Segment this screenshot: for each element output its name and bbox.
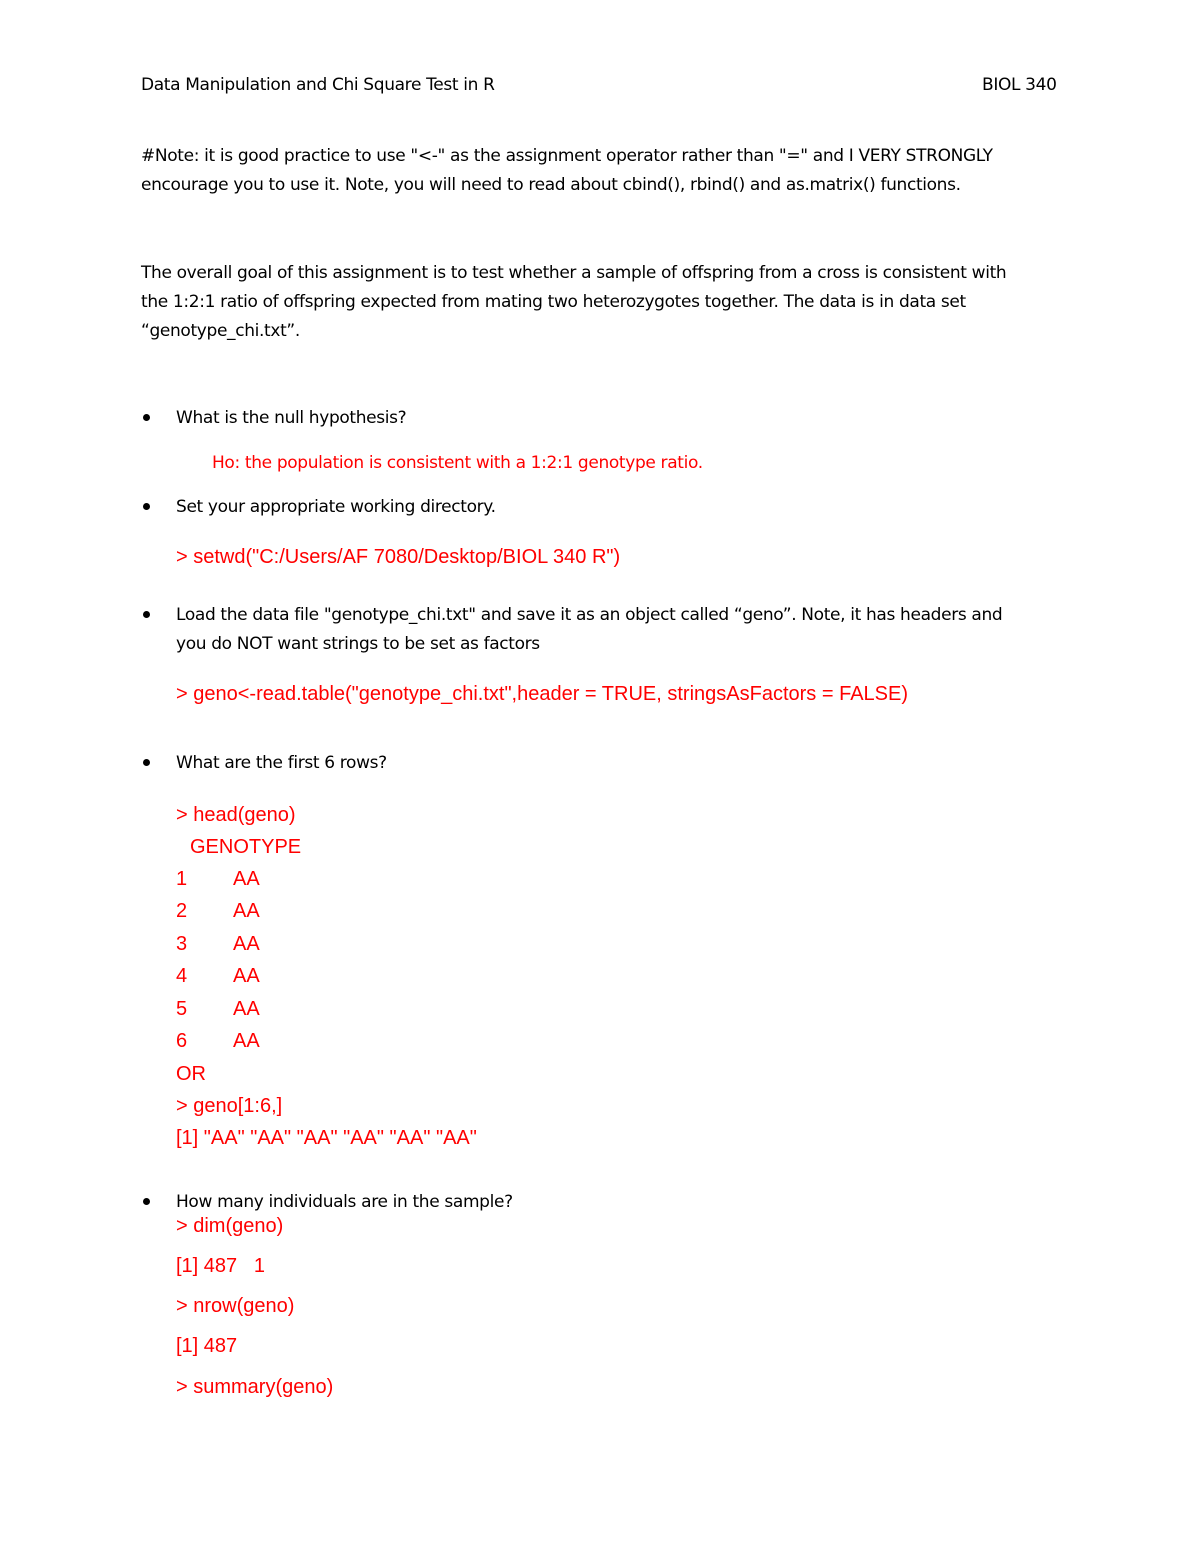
note-line-2: encourage you to use it. Note, you will need to read about cbind(), rbind() and as.matrix() functions.: [141, 175, 961, 195]
course-code: BIOL 340: [982, 75, 1057, 95]
note-line-1: #Note: it is good practice to use "<-" as the assignment operator rather than "=" and I VERY STRONGLY: [141, 146, 993, 166]
output-row-value: AA: [233, 965, 260, 987]
question-null-hypothesis: What is the null hypothesis?: [176, 408, 407, 428]
goal-line-3: “genotype_chi.txt”.: [141, 321, 300, 341]
output-row-index: 4: [176, 965, 188, 987]
goal-line-1: The overall goal of this assignment is to test whether a sample of offspring from a cross is consistent with: [141, 263, 1007, 283]
bullet-icon: [143, 759, 150, 766]
question-sample-size: How many individuals are in the sample?: [176, 1192, 513, 1212]
goal-line-2: the 1:2:1 ratio of offspring expected from mating two heterozygotes together. The data is in data set: [141, 292, 966, 312]
output-row-index: 3: [176, 933, 188, 955]
question-load-data-line-1: Load the data file "genotype_chi.txt" and save it as an object called “geno”. Note, it has headers and: [176, 605, 1003, 625]
output-row-value: AA: [233, 933, 260, 955]
output-column-header: GENOTYPE: [190, 836, 302, 858]
or-label: OR: [176, 1063, 206, 1085]
output-geno-slice: [1] "AA" "AA" "AA" "AA" "AA" "AA": [176, 1127, 477, 1149]
code-read-table: > geno<-read.table("genotype_chi.txt",header = TRUE, stringsAsFactors = FALSE): [176, 683, 908, 705]
bullet-icon: [143, 414, 150, 421]
answer-null-hypothesis: Ho: the population is consistent with a 1:2:1 genotype ratio.: [212, 453, 703, 473]
bullet-icon: [143, 503, 150, 510]
question-first-rows: What are the first 6 rows?: [176, 753, 387, 773]
code-summary: > summary(geno): [176, 1376, 334, 1398]
output-row-index: 5: [176, 998, 188, 1020]
document-title: Data Manipulation and Chi Square Test in R: [141, 75, 495, 95]
output-row-value: AA: [233, 900, 260, 922]
output-row-index: 1: [176, 868, 188, 890]
code-geno-slice: > geno[1:6,]: [176, 1095, 283, 1117]
code-setwd: > setwd("C:/Users/AF 7080/Desktop/BIOL 340 R"): [176, 546, 621, 568]
bullet-icon: [143, 1198, 150, 1205]
output-row-value: AA: [233, 868, 260, 890]
bullet-icon: [143, 611, 150, 618]
output-dim: [1] 487 1: [176, 1255, 265, 1277]
code-head: > head(geno): [176, 804, 296, 826]
question-load-data-line-2: you do NOT want strings to be set as factors: [176, 634, 540, 654]
question-working-directory: Set your appropriate working directory.: [176, 497, 496, 517]
output-row-value: AA: [233, 1030, 260, 1052]
output-row-value: AA: [233, 998, 260, 1020]
code-nrow: > nrow(geno): [176, 1295, 295, 1317]
code-dim: > dim(geno): [176, 1215, 284, 1237]
output-row-index: 2: [176, 900, 188, 922]
output-nrow: [1] 487: [176, 1335, 238, 1357]
output-row-index: 6: [176, 1030, 188, 1052]
